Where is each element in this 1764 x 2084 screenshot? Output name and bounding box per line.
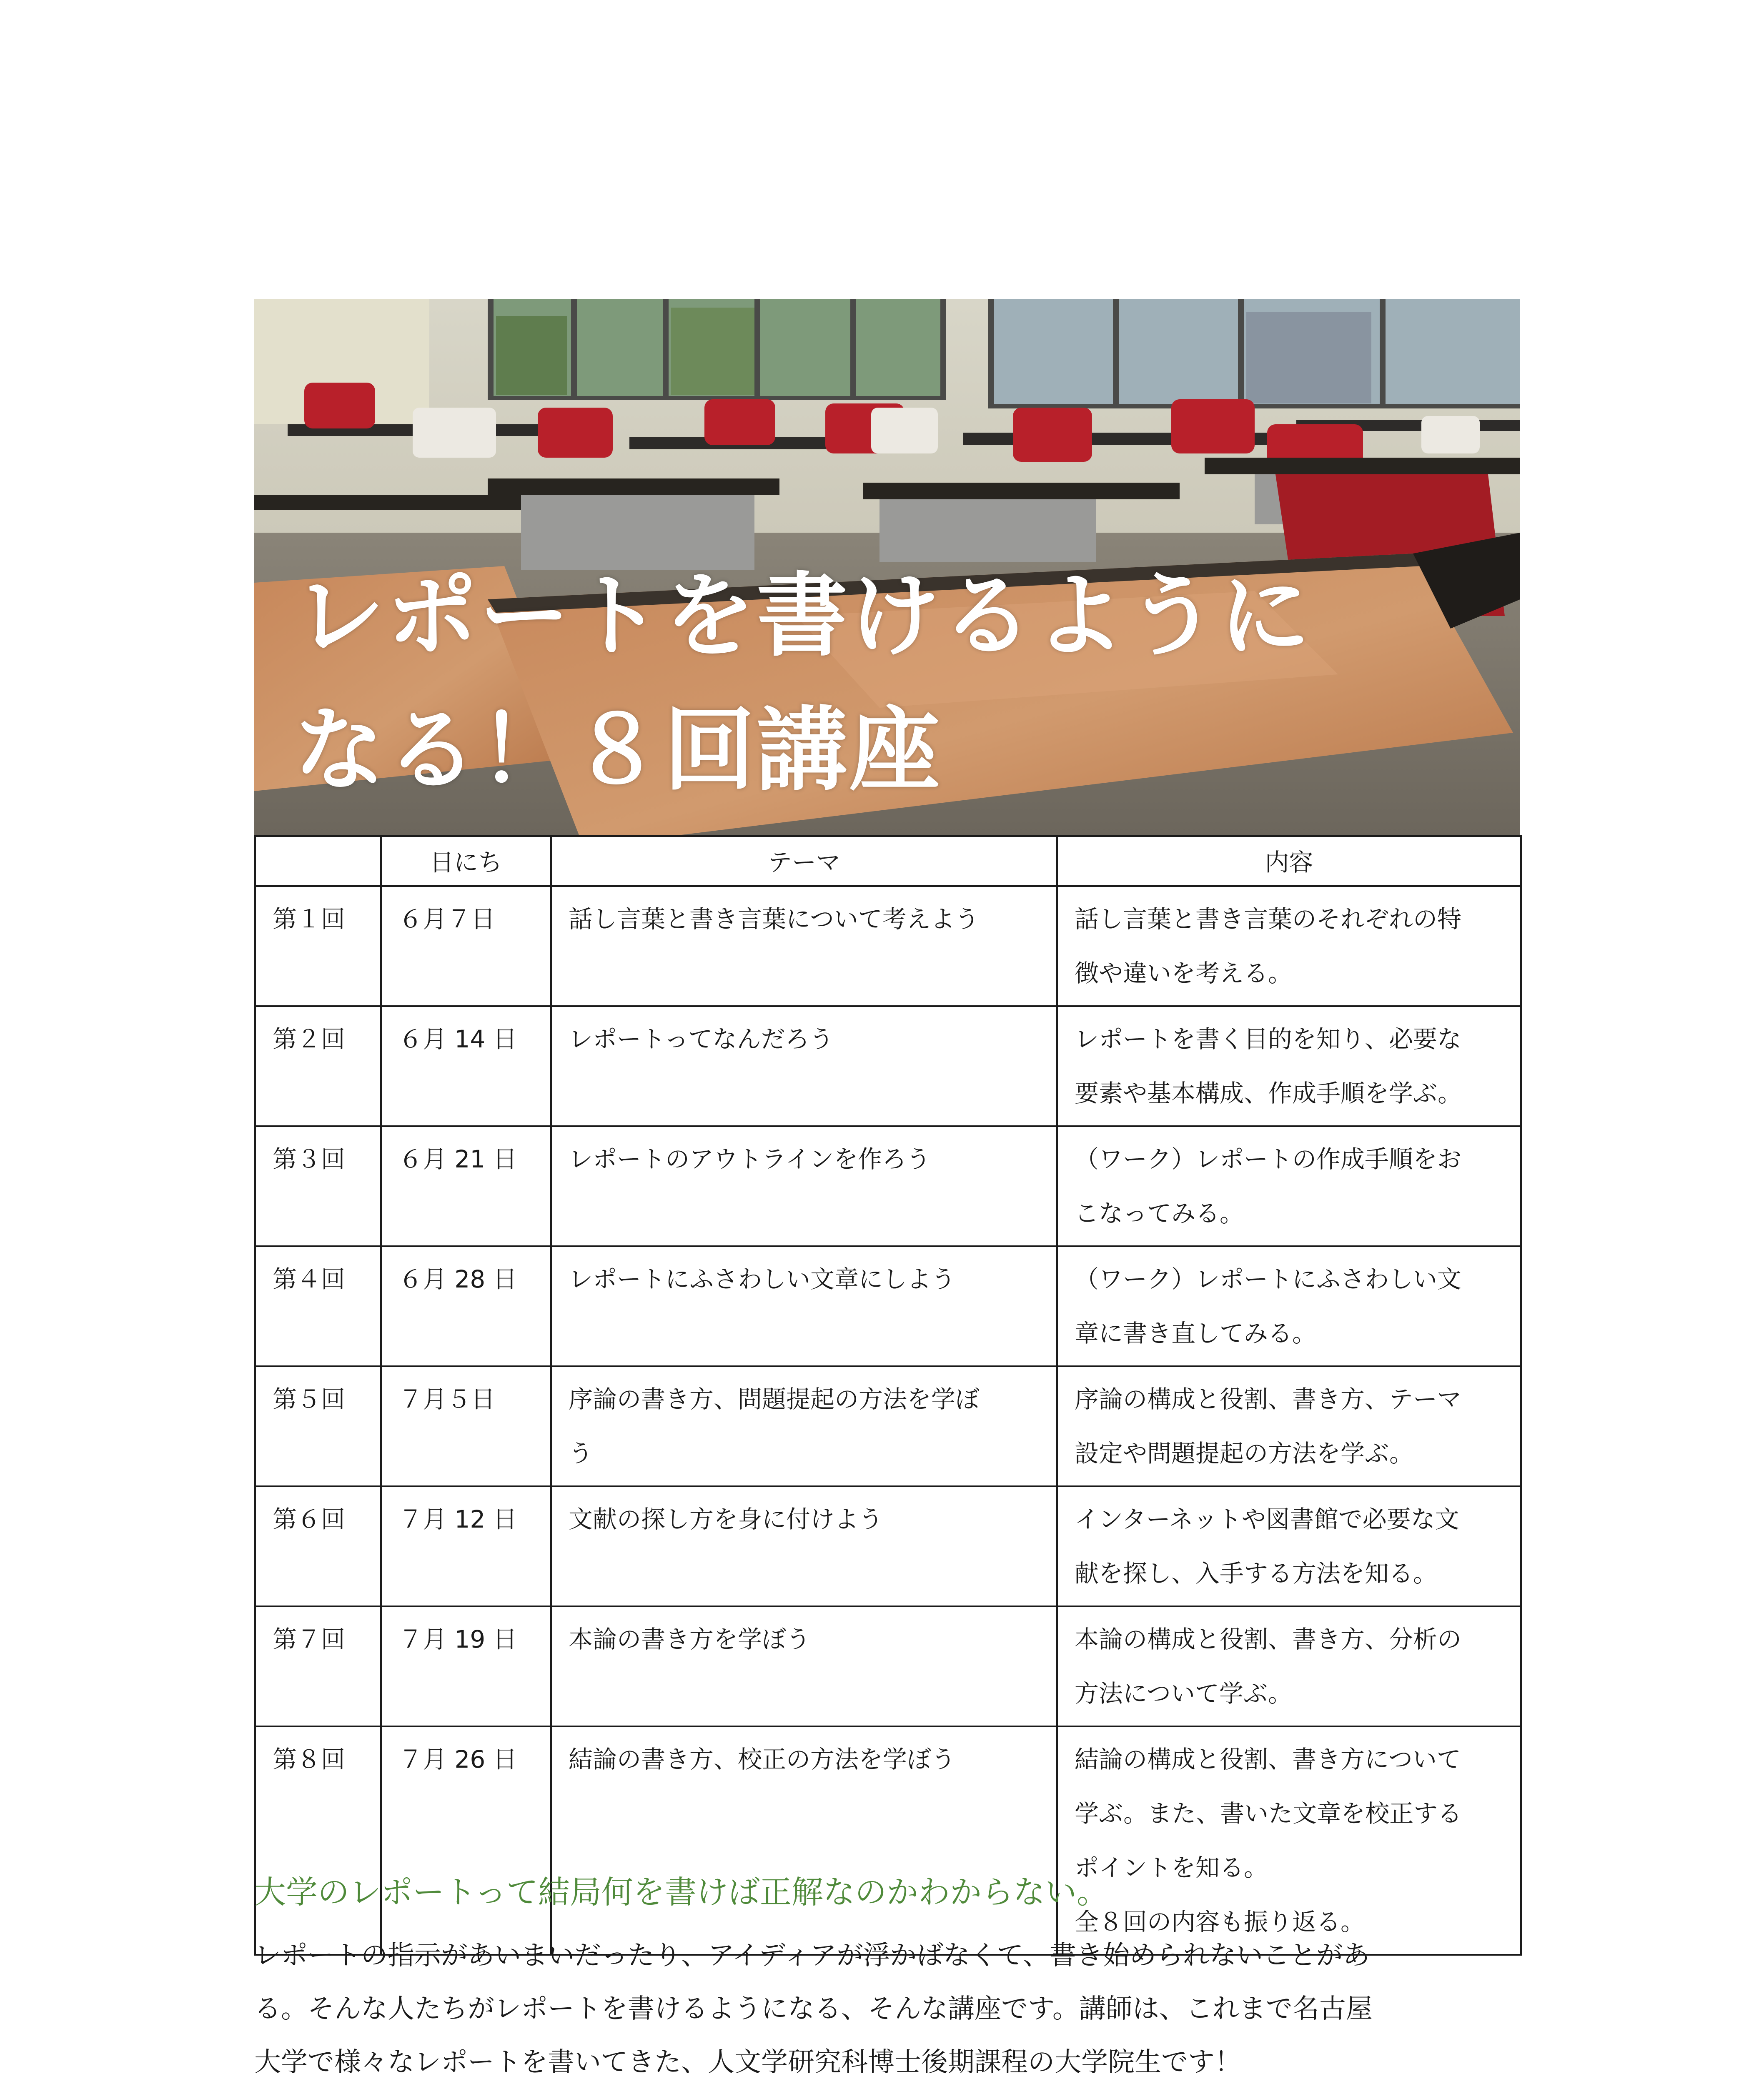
table-row — [255, 1606, 1521, 1726]
header-session — [255, 836, 381, 886]
session-theme-line: 結論の書き方、校正の方法を学ぼう — [569, 1745, 956, 1773]
session-date: ７月 19 日 — [381, 1606, 551, 1726]
session-theme — [551, 1126, 1057, 1246]
session-theme — [551, 1366, 1057, 1486]
description-line: レポートの指示があいまいだったり、アイディアが浮かばなくて、書き始められないことがあ — [254, 1940, 1370, 1971]
session-number: 第８回 — [255, 1726, 381, 1955]
session-date: ６月７日 — [381, 886, 551, 1006]
course-title — [294, 549, 1511, 818]
session-theme — [551, 1606, 1057, 1726]
session-theme-line: 本論の書き方を学ぼう — [569, 1625, 811, 1653]
session-theme — [551, 1246, 1057, 1366]
session-content-line: 全８回の内容も振り返る。 — [1075, 1908, 1365, 1936]
session-content-line: （ワーク）レポートの作成手順をお — [1075, 1145, 1462, 1173]
session-content — [1057, 1726, 1521, 1955]
session-content-line: インターネットや図書館で必要な文 — [1075, 1505, 1459, 1533]
session-number: 第１回 — [255, 886, 381, 1006]
schedule-table — [254, 835, 1522, 1956]
table-row — [255, 886, 1521, 1006]
session-theme-line: レポートってなんだろう — [569, 1025, 834, 1053]
session-theme — [551, 1006, 1057, 1126]
header-theme: テーマ — [551, 836, 1057, 886]
session-content-line: 献を探し、入手する方法を知る。 — [1075, 1559, 1438, 1588]
session-date: ６月 28 日 — [381, 1246, 551, 1366]
session-content-line: 学ぶ。また、書いた文章を校正する — [1075, 1799, 1462, 1828]
session-content — [1057, 1246, 1521, 1366]
session-theme-line: レポートのアウトラインを作ろう — [569, 1145, 931, 1173]
session-theme-line: レポートにふさわしい文章にしよう — [569, 1265, 956, 1293]
session-date: ６月 14 日 — [381, 1006, 551, 1126]
session-theme — [551, 1726, 1057, 1955]
schedule-body — [255, 886, 1521, 1955]
session-content-line: 徴や違いを考える。 — [1075, 959, 1293, 987]
session-theme-line: 話し言葉と書き言葉について考えよう — [569, 905, 979, 933]
table-row — [255, 1486, 1521, 1606]
table-row — [255, 1006, 1521, 1126]
session-date: ７月 26 日 — [381, 1726, 551, 1955]
session-number: 第２回 — [255, 1006, 381, 1126]
lead-question: 大学のレポートって結局何を書けば正解なのかわからない。 — [254, 1874, 1108, 1911]
hero-banner — [254, 299, 1520, 836]
session-number: 第７回 — [255, 1606, 381, 1726]
header-date: 日にち — [381, 836, 551, 886]
session-content-line: レポートを書く目的を知り、必要な — [1075, 1025, 1462, 1053]
session-content-line: こなってみる。 — [1075, 1199, 1244, 1227]
session-date: ６月 21 日 — [381, 1126, 551, 1246]
table-header-row — [255, 836, 1521, 886]
description-line: 大学で様々なレポートを書いてきた、人文学研究科博士後期課程の大学院生です！ — [254, 2047, 1241, 2078]
session-theme-line: 文献の探し方を身に付けよう — [569, 1505, 883, 1533]
course-title-line1: レポートを書けるように — [294, 564, 1312, 669]
session-content — [1057, 1486, 1521, 1606]
session-content-line: （ワーク）レポートにふさわしい文 — [1075, 1265, 1462, 1293]
session-date: ７月５日 — [381, 1366, 551, 1486]
session-content-line: 序論の構成と役割、書き方、テーマ — [1075, 1385, 1462, 1413]
session-theme — [551, 886, 1057, 1006]
session-number: 第５回 — [255, 1366, 381, 1486]
session-theme-line: 序論の書き方、問題提起の方法を学ぼ — [569, 1385, 980, 1413]
session-content-line: 設定や問題提起の方法を学ぶ。 — [1075, 1439, 1414, 1468]
session-content — [1057, 1606, 1521, 1726]
table-row — [255, 1726, 1521, 1955]
session-content-line: ポイントを知る。 — [1075, 1854, 1268, 1882]
table-row — [255, 1246, 1521, 1366]
session-number: 第４回 — [255, 1246, 381, 1366]
session-content-line: 話し言葉と書き言葉のそれぞれの特 — [1075, 905, 1462, 933]
table-row — [255, 1126, 1521, 1246]
session-content-line: 方法について学ぶ。 — [1075, 1679, 1293, 1708]
session-content-line: 結論の構成と役割、書き方について — [1075, 1745, 1461, 1773]
session-content-line: 要素や基本構成、作成手順を学ぶ。 — [1075, 1079, 1462, 1107]
course-description — [254, 1929, 1538, 2084]
session-content — [1057, 1006, 1521, 1126]
session-theme — [551, 1486, 1057, 1606]
header-content: 内容 — [1057, 836, 1521, 886]
course-title-line2: なる！８回講座 — [294, 698, 942, 803]
session-content — [1057, 1366, 1521, 1486]
session-content — [1057, 886, 1521, 1006]
session-number: 第６回 — [255, 1486, 381, 1606]
session-date: ７月 12 日 — [381, 1486, 551, 1606]
session-content — [1057, 1126, 1521, 1246]
session-number: 第３回 — [255, 1126, 381, 1246]
session-content-line: 章に書き直してみる。 — [1075, 1319, 1317, 1348]
session-content-line: 本論の構成と役割、書き方、分析の — [1075, 1625, 1462, 1653]
session-theme-line: う — [569, 1439, 593, 1468]
description-line: る。そんな人たちがレポートを書けるようになる、そんな講座です。講師は、これまで名古屋 — [254, 1994, 1373, 2024]
table-row — [255, 1366, 1521, 1486]
